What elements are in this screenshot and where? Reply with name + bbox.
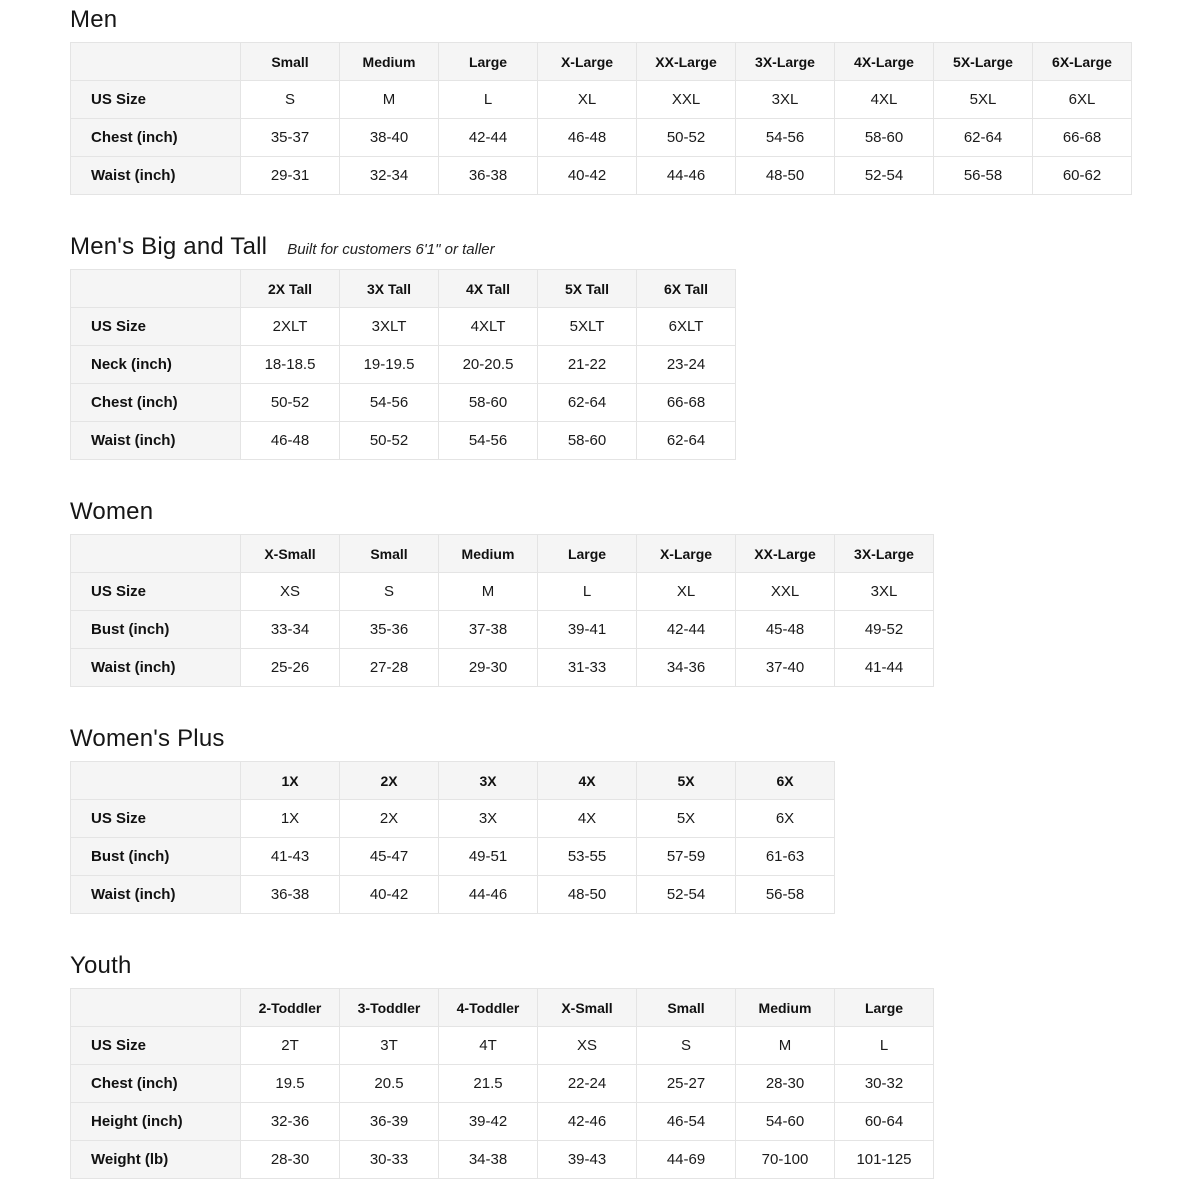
size-table-womens-plus	[70, 761, 835, 914]
size-value-cell: 6XL	[1033, 81, 1132, 119]
size-value-cell: 3T	[340, 1027, 439, 1065]
size-value-cell: 58-60	[439, 384, 538, 422]
size-table-men	[70, 42, 1132, 195]
row-label: US Size	[71, 308, 241, 346]
table-row	[71, 119, 1132, 157]
size-value-cell: 3XL	[736, 81, 835, 119]
size-value-cell: 50-52	[637, 119, 736, 157]
section-men	[70, 6, 1200, 195]
size-value-cell: 45-47	[340, 838, 439, 876]
table-corner-cell	[71, 535, 241, 573]
size-value-cell: 46-48	[538, 119, 637, 157]
column-header: 2X Tall	[241, 270, 340, 308]
table-row	[71, 838, 835, 876]
size-value-cell: 48-50	[736, 157, 835, 195]
column-header: Large	[439, 43, 538, 81]
size-value-cell: 5XL	[934, 81, 1033, 119]
section-header	[70, 6, 1200, 34]
size-value-cell: 18-18.5	[241, 346, 340, 384]
size-value-cell: 3XL	[835, 573, 934, 611]
size-value-cell: 41-43	[241, 838, 340, 876]
column-header: X-Large	[637, 535, 736, 573]
column-header: Small	[241, 43, 340, 81]
size-value-cell: 62-64	[538, 384, 637, 422]
size-value-cell: 27-28	[340, 649, 439, 687]
column-header: Medium	[736, 989, 835, 1027]
size-value-cell: 60-64	[835, 1103, 934, 1141]
size-chart-sections	[70, 6, 1200, 1179]
column-header: Large	[835, 989, 934, 1027]
size-value-cell: 34-38	[439, 1141, 538, 1179]
column-header: 4X-Large	[835, 43, 934, 81]
section-header	[70, 952, 1200, 980]
size-value-cell: XS	[241, 573, 340, 611]
section-womens-plus	[70, 725, 1200, 914]
row-label: Bust (inch)	[71, 611, 241, 649]
column-header: Medium	[439, 535, 538, 573]
size-value-cell: 39-43	[538, 1141, 637, 1179]
size-value-cell: 4XLT	[439, 308, 538, 346]
size-value-cell: 4T	[439, 1027, 538, 1065]
row-label: Neck (inch)	[71, 346, 241, 384]
size-value-cell: 21-22	[538, 346, 637, 384]
size-value-cell: 66-68	[637, 384, 736, 422]
size-value-cell: 5XLT	[538, 308, 637, 346]
size-value-cell: 28-30	[736, 1065, 835, 1103]
row-label: Chest (inch)	[71, 384, 241, 422]
row-label: Waist (inch)	[71, 157, 241, 195]
column-header: Large	[538, 535, 637, 573]
table-row	[71, 573, 934, 611]
size-value-cell: 37-38	[439, 611, 538, 649]
size-value-cell: 41-44	[835, 649, 934, 687]
table-header-row	[71, 762, 835, 800]
size-value-cell: 48-50	[538, 876, 637, 914]
column-header: 3X	[439, 762, 538, 800]
column-header: 6X	[736, 762, 835, 800]
section-youth	[70, 952, 1200, 1179]
size-value-cell: 3XLT	[340, 308, 439, 346]
size-value-cell: 32-34	[340, 157, 439, 195]
column-header: Medium	[340, 43, 439, 81]
column-header: 3X-Large	[736, 43, 835, 81]
size-value-cell: M	[340, 81, 439, 119]
size-value-cell: 20.5	[340, 1065, 439, 1103]
size-table-women	[70, 534, 934, 687]
size-value-cell: 61-63	[736, 838, 835, 876]
column-header: 2-Toddler	[241, 989, 340, 1027]
table-row	[71, 346, 736, 384]
size-value-cell: 3X	[439, 800, 538, 838]
row-label: Height (inch)	[71, 1103, 241, 1141]
column-header: X-Small	[538, 989, 637, 1027]
size-value-cell: S	[241, 81, 340, 119]
section-header	[70, 233, 1200, 261]
size-value-cell: 30-33	[340, 1141, 439, 1179]
size-value-cell: 58-60	[538, 422, 637, 460]
size-value-cell: 54-56	[439, 422, 538, 460]
table-corner-cell	[71, 762, 241, 800]
column-header: 6X Tall	[637, 270, 736, 308]
size-value-cell: 46-54	[637, 1103, 736, 1141]
row-label: US Size	[71, 573, 241, 611]
size-value-cell: 33-34	[241, 611, 340, 649]
table-row	[71, 81, 1132, 119]
size-value-cell: 31-33	[538, 649, 637, 687]
size-value-cell: XL	[637, 573, 736, 611]
size-value-cell: 62-64	[934, 119, 1033, 157]
size-value-cell: 49-51	[439, 838, 538, 876]
size-value-cell: 40-42	[538, 157, 637, 195]
size-value-cell: 44-69	[637, 1141, 736, 1179]
column-header: 5X	[637, 762, 736, 800]
row-label: Weight (lb)	[71, 1141, 241, 1179]
size-value-cell: 62-64	[637, 422, 736, 460]
size-value-cell: L	[835, 1027, 934, 1065]
section-title-womens-plus: Women's Plus	[70, 725, 225, 752]
table-row	[71, 384, 736, 422]
table-corner-cell	[71, 43, 241, 81]
row-label: Waist (inch)	[71, 876, 241, 914]
size-value-cell: 49-52	[835, 611, 934, 649]
size-value-cell: 60-62	[1033, 157, 1132, 195]
table-row	[71, 157, 1132, 195]
size-value-cell: 30-32	[835, 1065, 934, 1103]
table-row	[71, 800, 835, 838]
size-value-cell: 39-42	[439, 1103, 538, 1141]
size-value-cell: 54-56	[736, 119, 835, 157]
size-value-cell: 37-40	[736, 649, 835, 687]
size-value-cell: L	[439, 81, 538, 119]
row-label: Bust (inch)	[71, 838, 241, 876]
size-value-cell: 4XL	[835, 81, 934, 119]
size-value-cell: 42-44	[637, 611, 736, 649]
size-value-cell: 38-40	[340, 119, 439, 157]
column-header: 5X-Large	[934, 43, 1033, 81]
row-label: US Size	[71, 1027, 241, 1065]
section-subtitle-mens-big-and-tall: Built for customers 6'1" or taller	[287, 241, 495, 258]
column-header: Small	[340, 535, 439, 573]
column-header: 4X Tall	[439, 270, 538, 308]
table-row	[71, 1027, 934, 1065]
table-corner-cell	[71, 270, 241, 308]
column-header: 6X-Large	[1033, 43, 1132, 81]
size-value-cell: 35-36	[340, 611, 439, 649]
section-women	[70, 498, 1200, 687]
size-value-cell: 25-27	[637, 1065, 736, 1103]
size-value-cell: XXL	[637, 81, 736, 119]
row-label: Waist (inch)	[71, 649, 241, 687]
size-value-cell: 4X	[538, 800, 637, 838]
size-value-cell: 29-30	[439, 649, 538, 687]
size-value-cell: 54-56	[340, 384, 439, 422]
table-row	[71, 1103, 934, 1141]
size-value-cell: 36-38	[439, 157, 538, 195]
size-value-cell: 19-19.5	[340, 346, 439, 384]
table-header-row	[71, 989, 934, 1027]
size-value-cell: 2XLT	[241, 308, 340, 346]
size-value-cell: XL	[538, 81, 637, 119]
size-value-cell: 23-24	[637, 346, 736, 384]
size-value-cell: 42-46	[538, 1103, 637, 1141]
size-value-cell: 56-58	[736, 876, 835, 914]
column-header: 3X-Large	[835, 535, 934, 573]
column-header: 4X	[538, 762, 637, 800]
table-row	[71, 1065, 934, 1103]
size-value-cell: 42-44	[439, 119, 538, 157]
size-value-cell: 19.5	[241, 1065, 340, 1103]
column-header: 2X	[340, 762, 439, 800]
size-value-cell: 22-24	[538, 1065, 637, 1103]
section-header	[70, 725, 1200, 753]
row-label: US Size	[71, 800, 241, 838]
size-value-cell: 44-46	[637, 157, 736, 195]
column-header: 3X Tall	[340, 270, 439, 308]
section-mens-big-and-tall	[70, 233, 1200, 460]
column-header: X-Large	[538, 43, 637, 81]
size-value-cell: 29-31	[241, 157, 340, 195]
size-value-cell: M	[439, 573, 538, 611]
size-value-cell: 34-36	[637, 649, 736, 687]
section-header	[70, 498, 1200, 526]
row-label: Chest (inch)	[71, 1065, 241, 1103]
size-value-cell: 2T	[241, 1027, 340, 1065]
size-value-cell: 53-55	[538, 838, 637, 876]
size-value-cell: S	[340, 573, 439, 611]
size-value-cell: 57-59	[637, 838, 736, 876]
size-value-cell: 101-125	[835, 1141, 934, 1179]
size-value-cell: 21.5	[439, 1065, 538, 1103]
size-value-cell: 6XLT	[637, 308, 736, 346]
size-value-cell: 5X	[637, 800, 736, 838]
column-header: X-Small	[241, 535, 340, 573]
size-value-cell: 50-52	[241, 384, 340, 422]
size-value-cell: 66-68	[1033, 119, 1132, 157]
table-row	[71, 876, 835, 914]
size-value-cell: XS	[538, 1027, 637, 1065]
size-value-cell: M	[736, 1027, 835, 1065]
size-value-cell: 52-54	[835, 157, 934, 195]
row-label: Chest (inch)	[71, 119, 241, 157]
column-header: 5X Tall	[538, 270, 637, 308]
size-value-cell: 36-39	[340, 1103, 439, 1141]
size-value-cell: 28-30	[241, 1141, 340, 1179]
size-value-cell: 39-41	[538, 611, 637, 649]
size-value-cell: 6X	[736, 800, 835, 838]
size-value-cell: 35-37	[241, 119, 340, 157]
size-value-cell: 50-52	[340, 422, 439, 460]
column-header: XX-Large	[736, 535, 835, 573]
size-value-cell: 25-26	[241, 649, 340, 687]
table-header-row	[71, 43, 1132, 81]
table-corner-cell	[71, 989, 241, 1027]
row-label: US Size	[71, 81, 241, 119]
size-value-cell: 2X	[340, 800, 439, 838]
column-header: XX-Large	[637, 43, 736, 81]
size-value-cell: 52-54	[637, 876, 736, 914]
size-value-cell: 58-60	[835, 119, 934, 157]
size-value-cell: L	[538, 573, 637, 611]
table-row	[71, 422, 736, 460]
table-row	[71, 611, 934, 649]
size-value-cell: 44-46	[439, 876, 538, 914]
size-value-cell: 36-38	[241, 876, 340, 914]
column-header: 3-Toddler	[340, 989, 439, 1027]
table-row	[71, 1141, 934, 1179]
column-header: 4-Toddler	[439, 989, 538, 1027]
size-value-cell: XXL	[736, 573, 835, 611]
size-value-cell: 20-20.5	[439, 346, 538, 384]
size-value-cell: 70-100	[736, 1141, 835, 1179]
table-row	[71, 649, 934, 687]
size-value-cell: 40-42	[340, 876, 439, 914]
table-header-row	[71, 270, 736, 308]
row-label: Waist (inch)	[71, 422, 241, 460]
size-value-cell: S	[637, 1027, 736, 1065]
section-title-youth: Youth	[70, 952, 132, 979]
size-value-cell: 56-58	[934, 157, 1033, 195]
size-value-cell: 46-48	[241, 422, 340, 460]
size-table-youth	[70, 988, 934, 1179]
size-table-mens-big-and-tall	[70, 269, 736, 460]
table-row	[71, 308, 736, 346]
table-header-row	[71, 535, 934, 573]
section-title-men: Men	[70, 6, 118, 33]
column-header: Small	[637, 989, 736, 1027]
size-value-cell: 54-60	[736, 1103, 835, 1141]
size-value-cell: 1X	[241, 800, 340, 838]
size-value-cell: 32-36	[241, 1103, 340, 1141]
size-value-cell: 45-48	[736, 611, 835, 649]
section-title-women: Women	[70, 498, 154, 525]
section-title-mens-big-and-tall: Men's Big and Tall	[70, 233, 268, 260]
column-header: 1X	[241, 762, 340, 800]
